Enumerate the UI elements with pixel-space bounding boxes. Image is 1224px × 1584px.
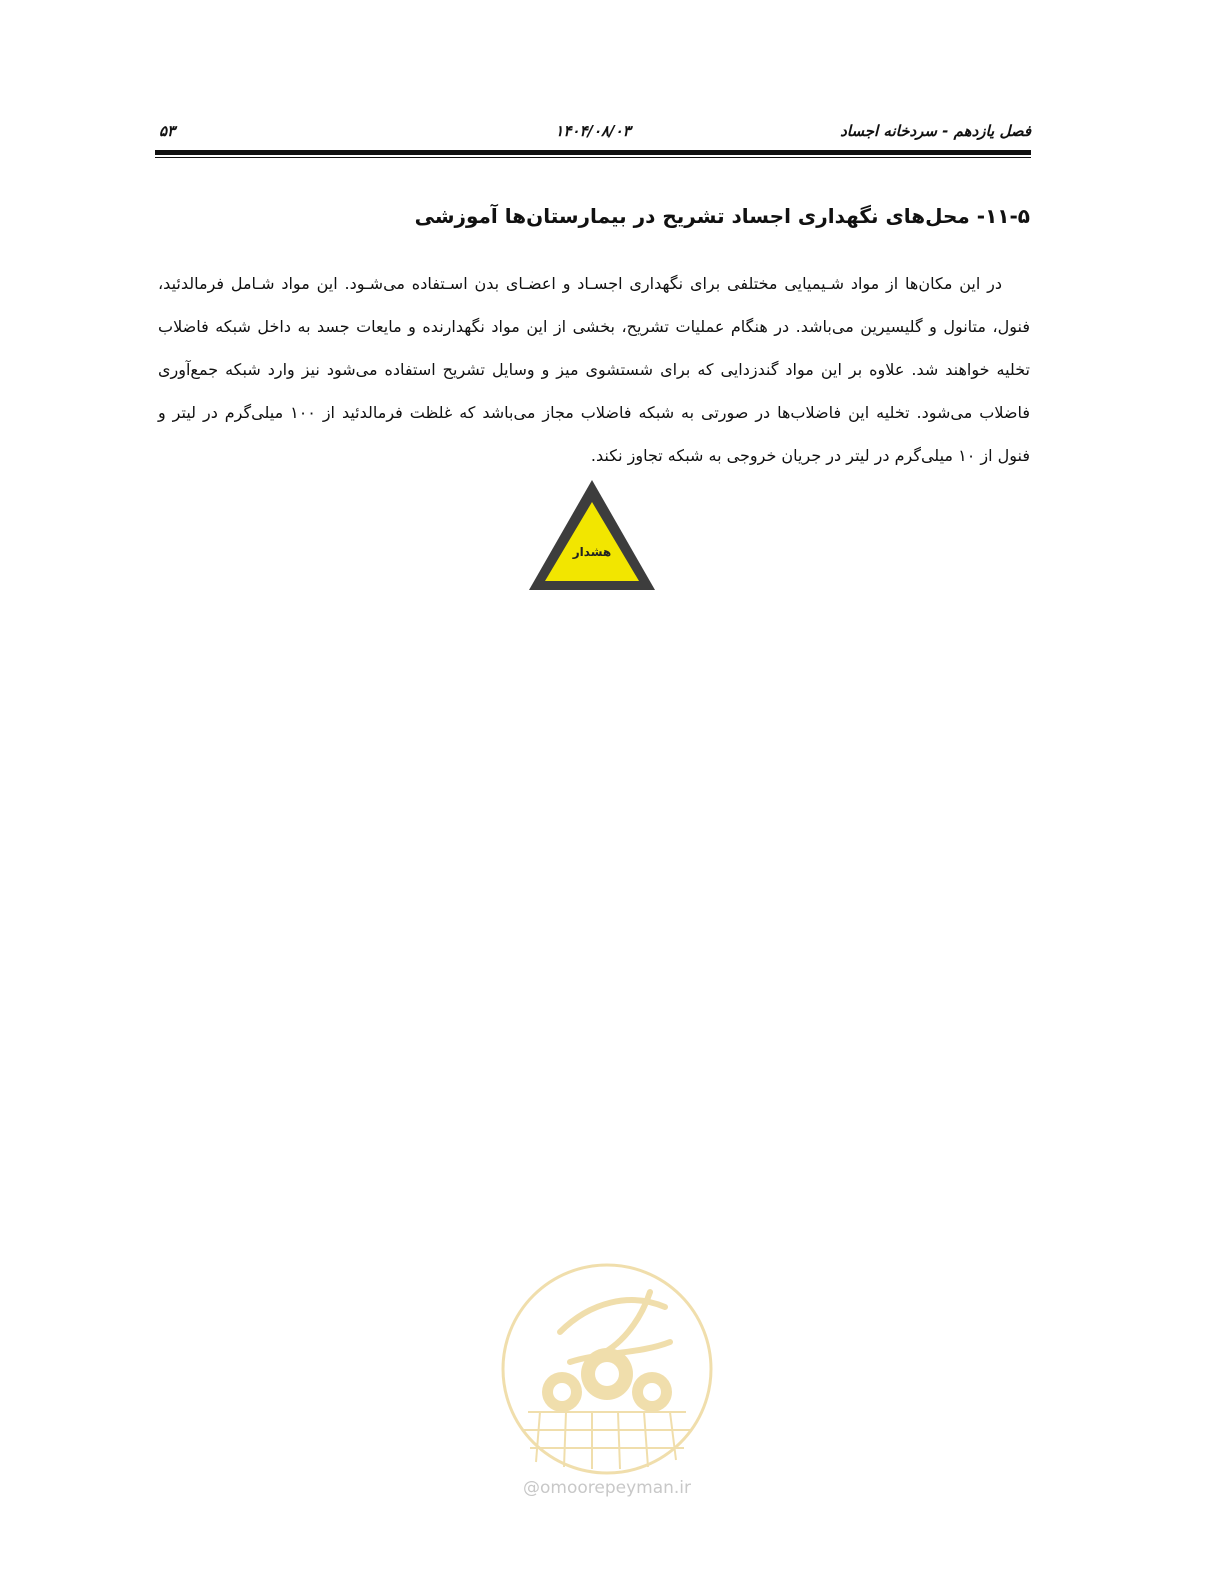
warning-label: هشدار [572,545,612,559]
watermark-url: @omoorepeyman.ir [522,1478,692,1498]
section-paragraph [158,262,1030,477]
header-date: ۱۴۰۴/۰۸/۰۳ [555,122,631,140]
warning-sign-icon [527,478,657,592]
page-header [155,118,1031,148]
warning-triangle-icon [527,478,657,592]
watermark-logo-icon [500,1262,714,1476]
watermark-seal-icon [500,1262,714,1476]
header-chapter-title: فصل یازدهم - سردخانه اجساد [840,122,1031,140]
header-rule-thick [155,150,1031,155]
paragraph-text: در این مکان‌ها از مواد شـیمیایی مختلفی برای نگهداری اجسـاد و اعضـای بدن اسـتفاده می‌شـود. این مواد شـامل فرمالدئید، فنول، متانول و گلیسیرین می‌باشد. در هنگام عملیات تشریح، بخشی از این مواد نگهدارنده و مایعات جسد به داخل شبکه فاضلاب تخلیه خواهند شد. علاوه بر این مواد گندزدایی که برای شستشوی میز و وسایل تشریح استفاده می‌شود نیز وارد شبکه جمع‌آوری فاضلاب می‌شود. تخلیه این فاضلاب‌ها در صورتی به شبکه فاضلاب مجاز می‌باشد که غلظت فرمالدئید از ۱۰۰ میلی‌گرم در لیتر و فنول از ۱۰ میلی‌گرم در لیتر در جریان خروجی به شبکه تجاوز نکند. [158,274,1031,465]
header-rule-thin [155,157,1031,158]
section-title: ۱۱-۵- محل‌های نگهداری اجساد تشریح در بیمارستان‌ها آموزشی [414,204,1030,228]
page-number: ۵۳ [159,122,176,140]
